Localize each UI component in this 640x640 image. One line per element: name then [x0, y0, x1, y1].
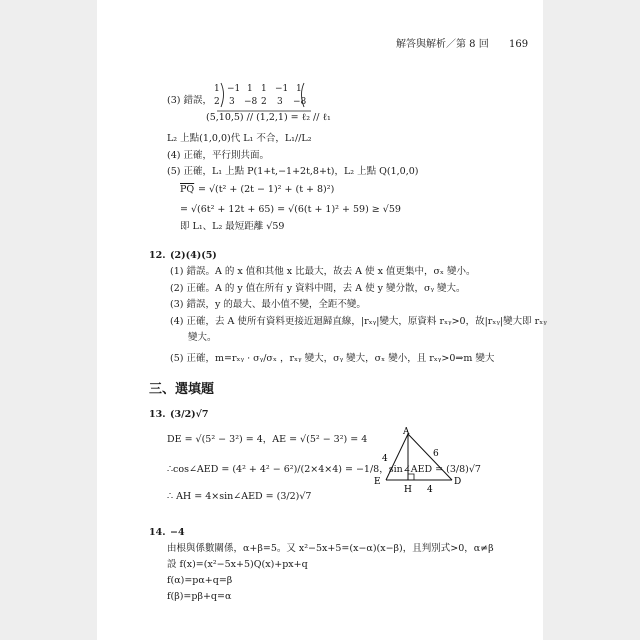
q11-conclusion: 即 L₁、L₂ 最短距離 √59: [180, 221, 285, 232]
q14-number: 14.: [149, 527, 166, 538]
m-r2-c2: 3: [229, 97, 235, 107]
pq-eq1: = √(t² + (2t − 1)² + (t + 8)²): [198, 184, 335, 195]
q13-answer: (3/2)√7: [170, 409, 209, 420]
q12-item5: (5) 正確，m=rₓᵧ · σᵧ/σₓ ，rₓᵧ 變大，σᵧ 變大，σₓ 變小，且 rₓᵧ>0⇒m 變大: [170, 353, 495, 364]
q13-eq2: ∴cos∠AED = (4² + 4² − 6²)/(2×4×4) = −1/8，sin∠AED = (3/8)√7: [167, 464, 481, 475]
vertex-h: H: [404, 485, 412, 495]
cross-result: (5,10,5) // (1,2,1) = ℓ₂ // ℓ₁: [206, 112, 331, 123]
q13-number: 13.: [149, 409, 166, 420]
q13-eq1: DE = √(5² − 3²) = 4，AE = √(5² − 3²) = 4: [167, 434, 368, 445]
m-r2-c1: 2: [214, 97, 220, 107]
pq-eq2: = √(6t² + 12t + 65) = √(6(t + 1)² + 59) ≥ √59: [180, 204, 401, 215]
side-hd-label: 4: [427, 485, 433, 495]
pq-label: $\overline{PQ}$: [180, 184, 195, 195]
side-ad-label: 6: [433, 449, 439, 459]
q11-item4: (4) 正確，平行則共面。: [167, 150, 269, 161]
m-r1-c2: −1: [227, 84, 241, 94]
q12-item4: (4) 正確，去 A 使所有資料更接近迴歸直線，|rₓᵧ|變大，原資料 rₓᵧ>0，故|rₓᵧ|變大即 rₓᵧ: [170, 316, 547, 327]
q14-answer: −4: [170, 527, 185, 538]
page-number: 169: [509, 39, 529, 50]
q11-item3-label: (3) 錯誤，: [167, 95, 212, 106]
document-page: [97, 0, 547, 640]
q14-line4: f(β)=pβ+q=α: [167, 591, 232, 602]
m-r2-c3: −8: [244, 97, 258, 107]
triangle-diagram: [372, 425, 467, 497]
matrix-bars: [207, 80, 317, 112]
vertex-e: E: [374, 477, 381, 487]
m-r1-c6: 1: [296, 84, 302, 94]
q12-item1: (1) 錯誤。A 的 x 值和其他 x 比最大，故去 A 使 x 值更集中，σₓ 變小。: [170, 266, 476, 277]
q12-answer: (2)(4)(5): [170, 250, 217, 261]
m-r1-c5: −1: [275, 84, 289, 94]
section-title: 三、選填題: [149, 382, 215, 397]
q12-item3: (3) 錯誤，y 的最大、最小值不變，全距不變。: [170, 299, 366, 310]
q11-l2-note: L₂ 上點(1,0,0)代 L₁ 不合，L₁//L₂: [167, 133, 312, 144]
q13-eq3: ∴ AH = 4×sin∠AED = (3/2)√7: [167, 491, 312, 502]
m-r1-c1: 1: [214, 84, 220, 94]
q14-line3: f(α)=pα+q=β: [167, 575, 233, 586]
m-r2-c4: 2: [261, 97, 267, 107]
m-r2-c5: 3: [277, 97, 283, 107]
q12-item4-cont: 變大。: [188, 332, 217, 343]
q12-item2: (2) 正確。A 的 y 值在所有 y 資料中間，去 A 使 y 變分散，σᵧ 變大。: [170, 283, 466, 294]
vertex-a: A: [403, 427, 410, 437]
side-ae-label: 4: [382, 454, 388, 464]
q14-line2: 設 f(x)=(x²−5x+5)Q(x)+px+q: [167, 559, 308, 570]
q14-line1: 由根與係數關係，α+β=5。又 x²−5x+5=(x−α)(x−β)，且判別式>0，α≠β: [167, 543, 494, 554]
m-r2-c6: −8: [293, 97, 307, 107]
q11-item5: (5) 正確，L₁ 上點 P(1+t,−1+2t,8+t)，L₂ 上點 Q(1,0,0): [167, 166, 419, 177]
vertex-d: D: [454, 477, 462, 487]
q12-number: 12.: [149, 250, 166, 261]
m-r1-c4: 1: [261, 84, 267, 94]
header-title: 解答與解析／第 8 回: [396, 39, 489, 50]
m-r1-c3: 1: [247, 84, 253, 94]
